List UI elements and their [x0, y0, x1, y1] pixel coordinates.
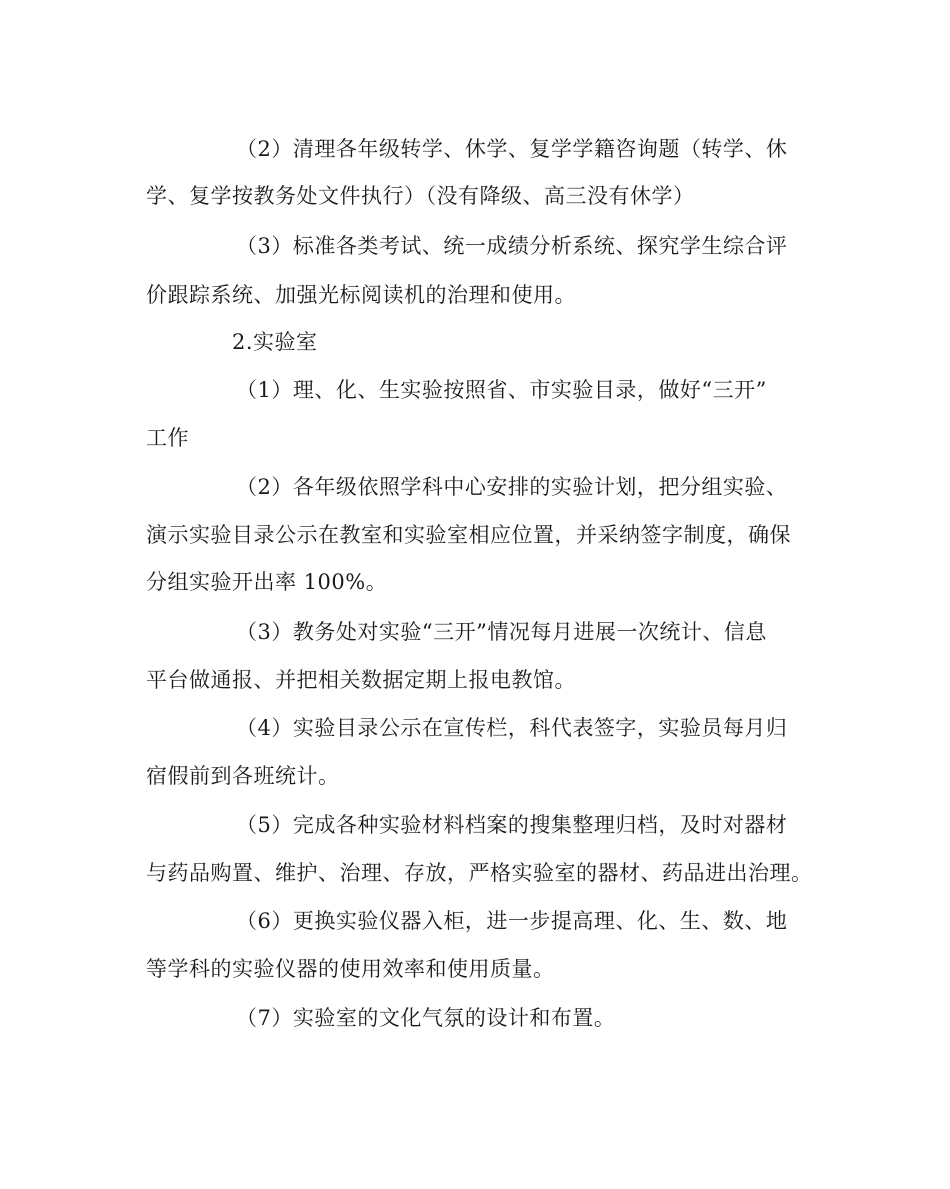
- section-heading: 2.实验室: [232, 330, 318, 354]
- paragraph-line: 学、复学按教务处文件执行）（没有降级、高三没有休学）: [146, 184, 695, 208]
- paragraph-line: （4）实验目录公示在宣传栏，科代表签字，实验员每月归: [236, 716, 788, 740]
- paragraph-line: （3）标准各类考试、统一成绩分析系统、探究学生综合评: [236, 234, 788, 258]
- paragraph-line: （7）实验室的文化气氛的设计和布置。: [236, 1006, 616, 1030]
- paragraph-line: （3）教务处对实验“三开”情况每月进展一次统计、信息: [236, 620, 767, 644]
- paragraph-line: 宿假前到各班统计。: [146, 764, 340, 788]
- paragraph-line: （6）更换实验仪器入柜，进一步提高理、化、生、数、地: [236, 909, 788, 933]
- paragraph-line: 等学科的实验仪器的使用效率和使用质量。: [146, 957, 555, 981]
- paragraph-line: （1）理、化、生实验按照省、市实验目录，做好“三开”: [236, 378, 767, 402]
- paragraph-line: （2）各年级依照学科中心安排的实验计划，把分组实验、: [236, 475, 788, 499]
- paragraph-line: （2）清理各年级转学、休学、复学学籍咨询题（转学、休: [236, 137, 788, 161]
- paragraph-line: 演示实验目录公示在教室和实验室相应位置，并采纳签字制度，确保: [146, 523, 791, 547]
- paragraph-line: 与药品购置、维护、治理、存放，严格实验室的器材、药品进出治理。: [146, 861, 813, 885]
- paragraph-line: 价跟踪系统、加强光标阅读机的治理和使用。: [146, 283, 576, 307]
- paragraph-line: 平台做通报、并把相关数据定期上报电教馆。: [146, 668, 576, 692]
- paragraph-line: 分组实验开出率 100%。: [146, 570, 388, 594]
- paragraph-line: 工作: [146, 426, 189, 450]
- paragraph-line: （5）完成各种实验材料档案的搜集整理归档，及时对器材: [236, 813, 788, 837]
